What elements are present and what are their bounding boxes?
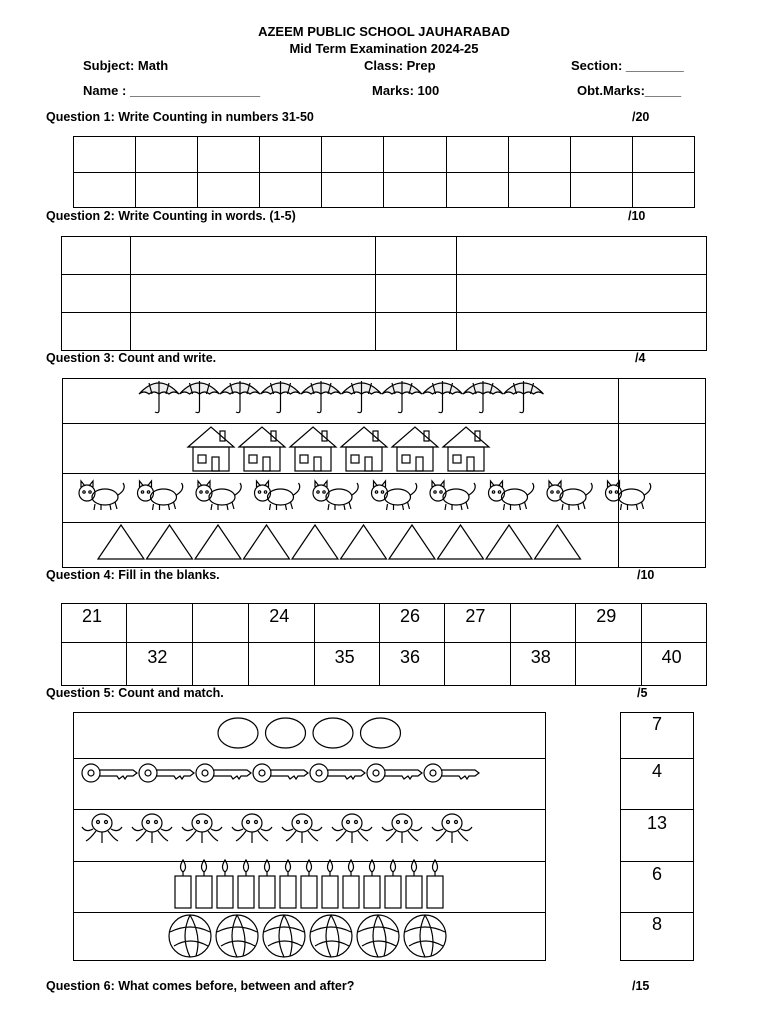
ball-icon — [310, 915, 352, 957]
class-label: Class: Prep — [364, 58, 436, 73]
egg-icon — [218, 718, 258, 748]
given-number-cell: 36 — [380, 643, 445, 686]
question-2-text: Question 2: Write Counting in words. (1-5) — [46, 209, 296, 223]
candle-icon — [406, 860, 422, 908]
given-number-cell: 38 — [510, 643, 575, 686]
octopus-icon — [332, 814, 372, 843]
question-5-marks: /5 — [637, 686, 648, 700]
candle-icon — [301, 860, 317, 908]
ball-icon — [169, 915, 211, 957]
match-number[interactable]: 4 — [651, 761, 662, 781]
question-2-marks: /10 — [628, 209, 646, 223]
given-number-cell: 24 — [249, 604, 314, 643]
octopus-icon — [232, 814, 272, 843]
match-number[interactable]: 8 — [651, 914, 662, 934]
key-icon — [139, 764, 194, 782]
question-6-marks: /15 — [632, 979, 650, 993]
key-icon — [310, 764, 365, 782]
ball-icon — [216, 915, 258, 957]
ball-icon — [357, 915, 399, 957]
candle-icon — [175, 860, 191, 908]
given-number-cell: 29 — [576, 604, 641, 643]
key-icon — [253, 764, 308, 782]
question-3-text: Question 3: Count and write. — [46, 351, 217, 365]
candle-icon — [322, 860, 338, 908]
candle-icon — [385, 860, 401, 908]
question-1-marks: /20 — [632, 110, 650, 124]
octopus-icon — [382, 814, 422, 843]
octopus-icon — [82, 814, 122, 843]
octopus-icon — [282, 814, 322, 843]
egg-row — [218, 718, 401, 748]
key-icon — [367, 764, 422, 782]
egg-icon — [313, 718, 353, 748]
candle-icon — [259, 860, 275, 908]
match-number[interactable]: 7 — [651, 714, 662, 734]
given-number-cell: 27 — [445, 604, 510, 643]
ball-row — [169, 915, 446, 957]
candle-icon — [280, 860, 296, 908]
key-row — [82, 764, 479, 782]
marks-label: Marks: 100 — [372, 83, 440, 98]
octopus-row — [82, 814, 472, 843]
given-number-cell: 26 — [380, 604, 445, 643]
subject-label: Subject: Math — [83, 58, 169, 73]
obt-marks-label: Obt.Marks:_____ — [577, 83, 682, 98]
candle-icon — [196, 860, 212, 908]
exam-title: Mid Term Examination 2024-25 — [289, 41, 479, 56]
candle-icon — [238, 860, 254, 908]
ball-icon — [404, 915, 446, 957]
question-4-marks: /10 — [637, 568, 655, 582]
match-number[interactable]: 6 — [651, 864, 662, 884]
egg-icon — [266, 718, 306, 748]
key-icon — [196, 764, 251, 782]
octopus-icon — [432, 814, 472, 843]
candle-row — [175, 860, 443, 908]
egg-icon — [361, 718, 401, 748]
given-number-cell: 32 — [127, 643, 192, 686]
question-5-text: Question 5: Count and match. — [46, 686, 224, 700]
school-name: AZEEM PUBLIC SCHOOL JAUHARABAD — [258, 24, 510, 39]
octopus-icon — [132, 814, 172, 843]
question-6-text: Question 6: What comes before, between and after? — [46, 979, 355, 993]
candle-icon — [343, 860, 359, 908]
section-label: Section: ________ — [571, 58, 684, 73]
question-4-text: Question 4: Fill in the blanks. — [46, 568, 220, 582]
given-number-cell: 35 — [314, 643, 379, 686]
candle-icon — [217, 860, 233, 908]
question-1-text: Question 1: Write Counting in numbers 31-50 — [46, 110, 314, 124]
match-number[interactable]: 13 — [646, 813, 668, 833]
octopus-icon — [182, 814, 222, 843]
given-number-cell: 21 — [62, 604, 127, 643]
name-label: Name : __________________ — [83, 83, 261, 98]
question-3-marks: /4 — [635, 351, 646, 365]
candle-icon — [427, 860, 443, 908]
candle-icon — [364, 860, 380, 908]
given-number-cell: 40 — [641, 643, 706, 686]
key-icon — [82, 764, 137, 782]
ball-icon — [263, 915, 305, 957]
key-icon — [424, 764, 479, 782]
